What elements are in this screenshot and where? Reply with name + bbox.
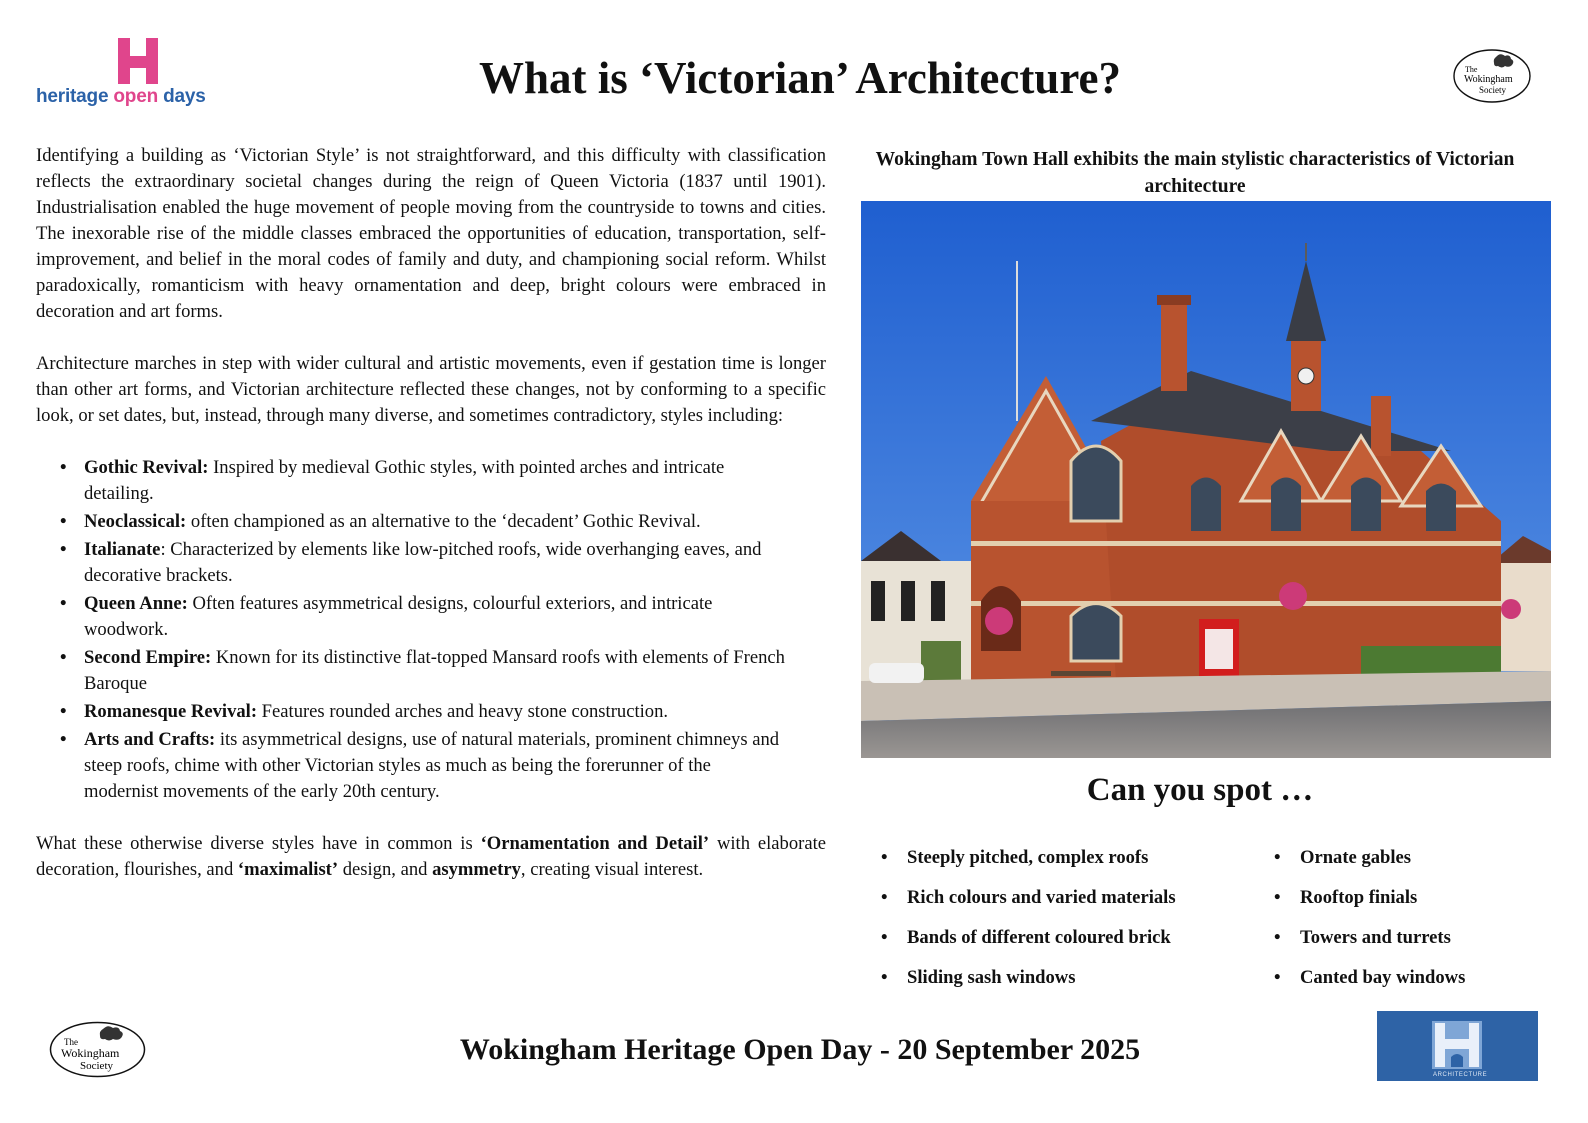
svg-text:Society: Society <box>1479 85 1506 95</box>
list-item: • Rich colours and varied materials <box>881 885 1176 925</box>
list-item: • Canted bay windows <box>1274 965 1465 1005</box>
styles-list <box>36 455 826 805</box>
list-item: • Rooftop finials <box>1274 885 1465 925</box>
heritage-h-icon <box>118 38 158 84</box>
list-item: • Sliding sash windows <box>881 965 1176 1005</box>
list-item: • Second Empire: Known for its distinctive flat-topped Mansard roofs with elements of French Baroque <box>84 645 826 697</box>
list-item: • Romanesque Revival: Features rounded arches and heavy stone construction. <box>84 699 826 725</box>
svg-text:The: The <box>64 1037 78 1047</box>
svg-text:Society: Society <box>80 1060 113 1072</box>
architecture-caption: ARCHITECTURE <box>1433 1072 1488 1078</box>
list-item: • Ornate gables <box>1274 845 1465 885</box>
svg-text:Wokingham: Wokingham <box>1464 74 1513 85</box>
architecture-logo <box>1377 1011 1538 1081</box>
conclusion-paragraph: What these otherwise diverse styles have in common is ‘Ornamentation and Detail’ with elaborate decoration, flourishes, and ‘maximalist’ design, and asymmetry, creating visual interest. <box>36 833 826 880</box>
styles-intro-paragraph: Architecture marches in step with wider cultural and artistic movements, even if gestation time is longer than other art forms, and Victorian architecture reflected these changes, not by conforming to a specific look, or set dates, but, instead, through many diverse, and sometimes contradictory, styles including: <box>36 353 826 426</box>
spot-list-right <box>1274 845 1465 1005</box>
wokingham-society-logo-footer <box>49 1021 146 1078</box>
svg-text:The: The <box>1465 65 1478 74</box>
heritage-open-days-wordmark: heritage open days <box>36 86 206 107</box>
intro-paragraph: Identifying a building as ‘Victorian Style’ is not straightforward, and this difficulty with classification reflects the extraordinary societal changes during the reign of Queen Victoria (1837 until 1901). Industrialisation enabled the huge movement of people moving from the countryside to towns and cities. The inexorable rise of the middle classes embraced the opportunities of education, transportation, self-improvement, and belief in the moral codes of family and duty, and championing social reform. Whilst paradoxically, romanticism with heavy ornamentation and deep, bright colours were embraced in decoration and art forms. <box>36 145 826 322</box>
svg-text:Wokingham: Wokingham <box>61 1046 120 1060</box>
spot-title: Can you spot … <box>1086 772 1314 808</box>
heritage-open-days-logo <box>36 38 206 112</box>
list-item: • Gothic Revival: Inspired by medieval Gothic styles, with pointed arches and intricate detailing. <box>84 455 826 507</box>
left-column <box>36 143 826 883</box>
wokingham-society-logo <box>1452 48 1532 104</box>
architecture-h-icon <box>1377 1011 1538 1081</box>
list-item: • Steeply pitched, complex roofs <box>881 845 1176 885</box>
list-item: • Queen Anne: Often features asymmetrical designs, colourful exteriors, and intricate woodwork. <box>84 591 826 643</box>
list-item: • Italianate: Characterized by elements like low-pitched roofs, wide overhanging eaves, and decorative brackets. <box>84 537 826 589</box>
list-item: • Bands of different coloured brick <box>881 925 1176 965</box>
list-item: • Neoclassical: often championed as an alternative to the ‘decadent’ Gothic Revival. <box>84 509 826 535</box>
footer-title: Wokingham Heritage Open Day - 20 September 2025 <box>459 1033 1141 1066</box>
page-title: What is ‘Victorian’ Architecture? <box>479 53 1121 103</box>
spot-list-left <box>881 845 1176 1005</box>
list-item: • Arts and Crafts: its asymmetrical designs, use of natural materials, prominent chimneys and steep roofs, chime with other Victorian styles as much as being the forerunner of the modernist movements of the early 20th century. <box>84 727 826 805</box>
photo-caption: Wokingham Town Hall exhibits the main stylistic characteristics of Victorian architecture <box>875 149 1515 197</box>
town-hall-photo <box>861 201 1551 758</box>
list-item: • Towers and turrets <box>1274 925 1465 965</box>
